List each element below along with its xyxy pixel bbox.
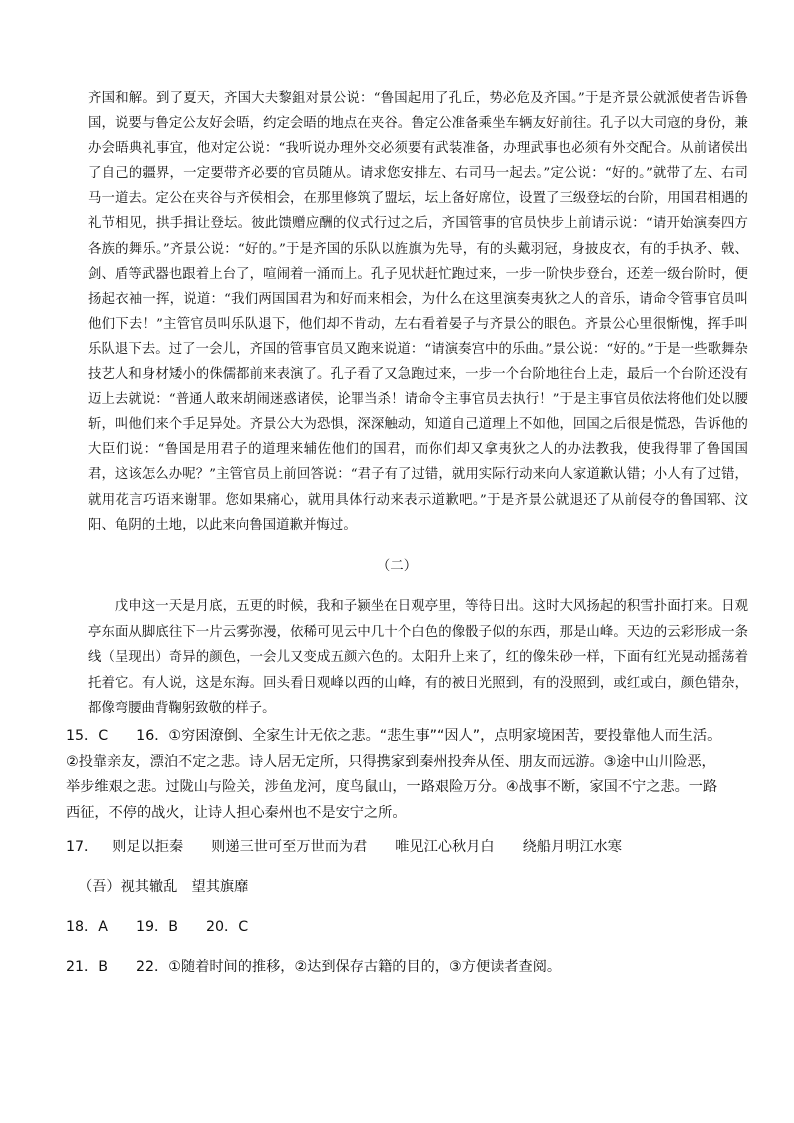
q20-number: 20． xyxy=(205,919,239,936)
q19-answer: B xyxy=(168,919,178,936)
q18-number: 18． xyxy=(66,919,99,936)
q22-number: 22． xyxy=(135,959,169,976)
answer-15-16 xyxy=(66,724,726,826)
translation-passage-one xyxy=(88,86,748,538)
q22-answer: ①随着时间的推移，②达到保存古籍的目的，③方便读者查阅。 xyxy=(168,959,562,976)
q19-number: 19． xyxy=(135,919,169,936)
q15-number: 15． xyxy=(66,728,99,744)
answer-17-extra xyxy=(66,876,726,898)
q17-extra: （吾）视其辙乱 望其旗靡 xyxy=(78,879,249,896)
section-two-title: （二） xyxy=(376,558,418,574)
q16-number: 16． xyxy=(136,728,169,744)
q16-answer: ①穷困潦倒、全家生计无依之悲。“悲生事”“因人”，点明家境困苦，要投靠他人而生活。②投靠亲友，漂泊不定之悲。诗人居无定所，只得携家到秦州投奔从侄、朋友而远游。③途中山川险恶，举步维艰之悲。过陇山与险关，涉鱼龙河，度鸟鼠山，一路艰险万分。④战事不断，家国不宁之悲。一路西征，不停的战火，让诗人担心秦州也不是安宁之所。 xyxy=(66,728,722,821)
q18-answer: A xyxy=(98,919,108,936)
answer-17 xyxy=(66,836,726,858)
q17-item: 则递三世可至万世而为君 xyxy=(211,839,368,856)
q21-answer: B xyxy=(98,959,108,976)
q17-item: 则足以拒秦 xyxy=(112,839,184,856)
passage-one-text: 齐国和解。到了夏天，齐国大夫黎鉏对景公说：“鲁国起用了孔丘，势必危及齐国。”于是齐景公就派使者告诉鲁国，说要与鲁定公友好会晤，约定会晤的地点在夹谷。鲁定公准备乘坐车辆友好前往。孔子以大司寇的身份，兼办会晤典礼事宜，他对定公说：“我听说办理外交必须要有武装准备，办理武事也必须有外交配合。从前诸侯出了自己的疆界，一定要带齐必要的官员随从。请求您安排左、右司马一起去。”定公说：“好的。”就带了左、右司马一道去。定公在夹谷与齐侯相会，在那里修筑了盟坛，坛上备好席位，设置了三级登坛的台阶，用国君相遇的礼节相见，拱手揖让登坛。彼此馈赠应酬的仪式行过之后，齐国管事的官员快步上前请示说：“请开始演奏四方各族的舞乐。”齐景公说：“好的。”于是齐国的乐队以旌旗为先导，有的头戴羽冠，身披皮衣，有的手执矛、戟、剑、盾等武器也跟着上台了，喧闹着一涌而上。孔子见状赶忙跑过来，一步一阶快步登台，还差一级台阶时，便扬起衣袖一挥，说道：“我们两国国君为和好而来相会，为什么在这里演奏夷狄之人的音乐，请命令管事官员叫他们下去！”主管官员叫乐队退下，他们却不肯动，左右看着晏子与齐景公的眼色。齐景公心里很惭愧，挥手叫乐队退下去。过了一会儿，齐国的管事官员又跑来说道：“请演奏宫中的乐曲。”景公说：“好的。”于是一些歌舞杂技艺人和身材矮小的侏儒都前来表演了。孔子看了又急跑过来，一步一个台阶地往台上走，最后一个台阶还没有迈上去就说：“普通人敢来胡闹迷惑诸侯，论罪当杀！请命令主事官员去执行！”于是主事官员依法将他们处以腰斩，叫他们来个手足异处。齐景公大为恐惧，深深触动，知道自己道理上不如他，回国之后很是慌恐，告诉他的大臣们说：“鲁国是用君子的道理来辅佐他们的国君，而你们却又拿夷狄之人的办法教我，使我得罪了鲁国国君，这该怎么办呢？”主管官员上前回答说：“君子有了过错，就用实际行动来向人家道歉认错；小人有了过错，就用花言巧语来谢罪。您如果痛心，就用具体行动来表示道歉吧。”于是齐景公就退还了从前侵夺的鲁国郓、汶阳、龟阴的土地，以此来向鲁国道歉并悔过。 xyxy=(88,91,748,533)
answer-key xyxy=(66,724,726,978)
q17-item: 绕船月明江水寒 xyxy=(522,839,622,856)
q17-number: 17． xyxy=(66,839,99,856)
q21-number: 21． xyxy=(66,959,99,976)
q15-answer: C xyxy=(98,728,109,744)
answer-18-20 xyxy=(66,916,726,938)
translation-passage-two xyxy=(88,594,748,722)
q20-answer: C xyxy=(238,919,249,936)
answer-21-22 xyxy=(66,956,726,978)
passage-two-text: 戊申这一天是月底，五更的时候，我和子颍坐在日观亭里，等待日出。这时大风扬起的积雪扑面打来。日观亭东面从脚底往下一片云雾弥漫，依稀可见云中几十个白色的像骰子似的东西，那是山峰。天边的云彩形成一条线（呈现出）奇异的颜色，一会儿又变成五颜六色的。太阳升上来了，红的像朱砂一样，下面有红光晃动摇荡着托着它。有人说，这是东海。回头看日观峰以西的山峰，有的被日光照到，有的没照到，或红或白，颜色错杂，都像弯腰曲背鞠躬致敬的样子。 xyxy=(88,599,748,717)
q17-item: 唯见江心秋月白 xyxy=(395,839,495,856)
